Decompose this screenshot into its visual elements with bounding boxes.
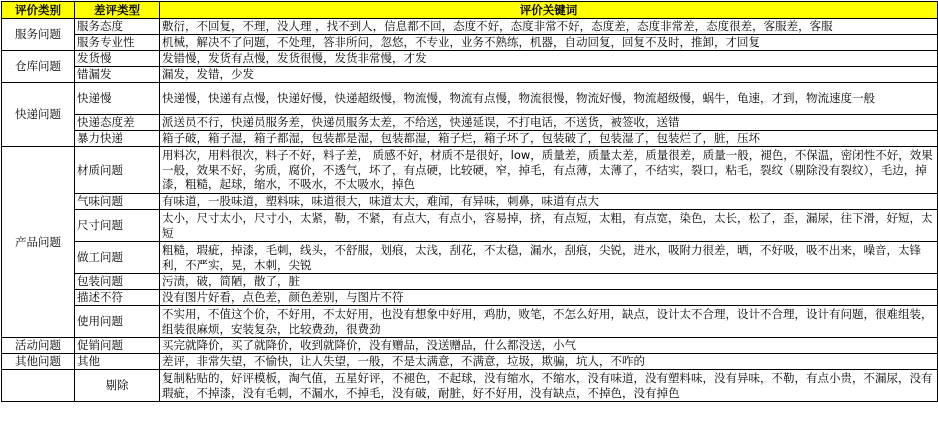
category-cell: 产品问题 (2, 147, 75, 338)
header-type: 差评类型 (75, 2, 160, 19)
type-cell: 服务专业性 (75, 35, 160, 51)
keywords-cell: 快递慢，快递有点慢，快递好慢，快递超级慢，物流慢，物流有点慢，物流很慢，物流好慢，物流超级慢，蜗牛，龟速，才到，物流速度一般 (160, 83, 938, 115)
type-cell: 促销问题 (75, 338, 160, 354)
keywords-cell: 没有图片好看，点色差，颜色差别，与图片不符 (160, 290, 938, 306)
table-row (2, 242, 938, 274)
table-row (2, 338, 938, 354)
type-cell: 快递慢 (75, 83, 160, 115)
category-cell (2, 370, 75, 402)
category-cell: 仓库问题 (2, 51, 75, 83)
table-row (2, 210, 938, 242)
keywords-cell: 太小，尺寸太小，尺寸小，太紧，勒，不紧，有点大，有点小，容易掉，挤，有点短，太粗，有点宽，染色，太长，松了，歪，漏尿，往下滑，好短，太短 (160, 210, 938, 242)
table-row (2, 147, 938, 194)
header-keywords: 评价关键词 (160, 2, 938, 19)
type-cell: 其他 (75, 354, 160, 370)
type-cell: 服务态度 (75, 19, 160, 35)
table-row (2, 67, 938, 83)
keywords-cell: 复制粘贴的，好评模板，淘气值，五星好评，不褪色，不起球，没有缩水，不缩水，没有味道，没有塑料味，没有异味，不勒，有点小贵，不漏尿，没有瑕疵，不掉漆，没有毛刺，不漏水，不掉毛，没有破，耐脏，好不好用，没有缺点，不掉色，没有掉色 (160, 370, 938, 402)
table-row (2, 290, 938, 306)
keyword-table (1, 1, 938, 402)
table-row (2, 115, 938, 131)
table-row (2, 354, 938, 370)
keywords-cell: 粗糙，瑕疵，掉漆，毛刺，线头，不舒服，划痕，太浅，刮花，不太稳，漏水，刮痕，尖锐，进水，吸附力很差，晒，不好吸，吸不出来，噪音，太锋利，不严实，晃，木刺，尖锐 (160, 242, 938, 274)
table-row (2, 274, 938, 290)
header-category: 评价类别 (2, 2, 75, 19)
category-cell: 其他问题 (2, 354, 75, 370)
keywords-cell: 差评，非常失望，不愉快，让人失望，一般，不是太满意，不满意，垃圾，欺骗，坑人，不咋的 (160, 354, 938, 370)
type-cell: 发货慢 (75, 51, 160, 67)
keywords-cell: 箱子破，箱子湿，箱子都湿，包装都是湿，包装都湿，箱子烂，箱子坏了，包装破了，包装湿了，包装烂了，脏，压坏 (160, 131, 938, 147)
keywords-cell: 污渍，破，简陋，散了，脏 (160, 274, 938, 290)
type-cell: 暴力快递 (75, 131, 160, 147)
table-row (2, 370, 938, 402)
type-cell: 气味问题 (75, 194, 160, 210)
type-cell: 包装问题 (75, 274, 160, 290)
type-cell: 错漏发 (75, 67, 160, 83)
category-cell: 快递问题 (2, 83, 75, 147)
type-cell: 材质问题 (75, 147, 160, 194)
keywords-cell: 用料次，用料很次，料子不好，料子差， 质感不好，材质不是很好，low，质量差，质量太差，质量很差，质量一般，褪色，不保温，密闭性不好，效果一般，效果不好，劣质，腐价，不透气，坏了，有点硬，比较硬，窄，掉毛，有点薄，太薄了，不结实，裂口，粘毛，裂纹（剔除没有裂纹），毛边，掉漆，粗糙，起球，缩水，不吸水，不太吸水，掉色 (160, 147, 938, 194)
type-cell: 做工问题 (75, 242, 160, 274)
category-cell: 服务问题 (2, 19, 75, 51)
table-row (2, 194, 938, 210)
keywords-cell: 派送员不行，快递员服务差，快递员服务太差，不给送，快递延误，不打电话，不送货，被签收，送错 (160, 115, 938, 131)
type-cell: 剔除 (75, 370, 160, 402)
type-cell: 描述不符 (75, 290, 160, 306)
table-row (2, 19, 938, 35)
table-row (2, 131, 938, 147)
type-cell: 快递态度差 (75, 115, 160, 131)
keywords-cell: 机械，解决不了问题，不处理，答非所问，忽悠，不专业，业务不熟练，机器，自动回复，回复不及时，推卸，才回复 (160, 35, 938, 51)
table-row (2, 51, 938, 67)
keywords-cell: 发错慢，发货有点慢，发货很慢，发货非常慢，才发 (160, 51, 938, 67)
table-row (2, 83, 938, 115)
keywords-cell: 买完就降价，买了就降价，收到就降价，没有赠品，没送赠品，什么都没送，小气 (160, 338, 938, 354)
keywords-cell: 敷衍，不回复，不理，没人理 ，找不到人，信息都不回，态度不好，态度非常不好，态度差，态度非常差，态度很差，客服差，客服 (160, 19, 938, 35)
keywords-cell: 不实用，不值这个价，不好用，不太好用，也没有想象中好用，鸡肋，败笔，不怎么好用，缺点，设计太不合理，设计不合理，设计有问题，很难组装，组装很麻烦，安装复杂，比较费劲，很费劲 (160, 306, 938, 338)
header-row (2, 2, 938, 19)
category-cell: 活动问题 (2, 338, 75, 354)
table-row (2, 35, 938, 51)
type-cell: 使用问题 (75, 306, 160, 338)
keywords-cell: 有味道，一股味道，塑料味，味道很大，味道太大，难闻，有异味，刺鼻，味道有点大 (160, 194, 938, 210)
keywords-cell: 漏发，发错，少发 (160, 67, 938, 83)
table-row (2, 306, 938, 338)
type-cell: 尺寸问题 (75, 210, 160, 242)
